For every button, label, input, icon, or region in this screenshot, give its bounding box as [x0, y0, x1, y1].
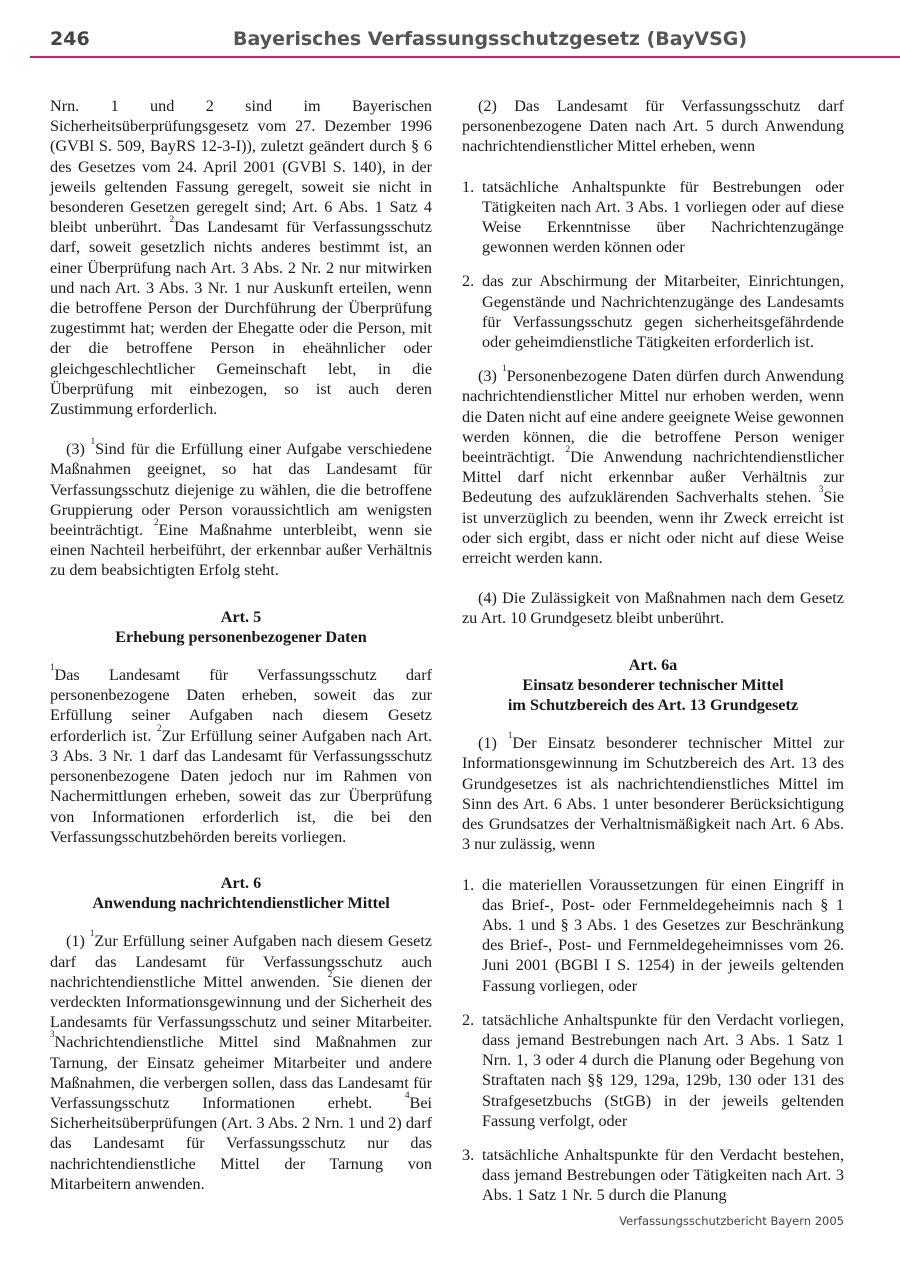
paragraph: (3) $^1$Sind für die Erfüllung einer Aufgabe verschiedene Maßnahmen geeignet, so hat das Landesamt für Verfassungsschutz diejenige zu wählen, die die betroffene Gruppierung oder Person voraussichtlich am wenigsten beeinträchtigt. $^2$Eine Maßnahme unterbleibt, wenn sie einen Nachteil herbeiführt, der erkennbar außer Verhältnis zu dem beabsichtigten Erfolg steht.	[50, 436, 432, 580]
list-item: 1. die materiellen Voraussetzungen für einen Eingriff in das Brief-, Post- oder Fernmeldegeheimnis nach § 1 Abs. 1 und § 3 Abs. 1 des Gesetzes zur Beschränkung des Brief-, Post- und Fernmeldegeheimnisses vom 26. Juni 2001 (BGBl I S. 1254) in der jeweils geltenden Fassung vorliegen, oder	[462, 875, 844, 995]
paragraph: (4) Die Zulässigkeit von Maßnahmen nach dem Gesetz zu Art. 10 Grundgesetz bleibt unberührt.	[462, 589, 844, 628]
section-heading	[50, 873, 432, 913]
article-number: Art. 5	[220, 607, 262, 626]
article-title: im Schutzbereich des Art. 13 Grundgesetz	[507, 696, 799, 715]
right-column	[462, 96, 844, 1220]
left-column	[50, 96, 432, 1214]
article-number: Art. 6	[220, 873, 262, 892]
article-number: Art. 6a	[628, 655, 678, 674]
page-number: 246	[50, 28, 90, 50]
numbered-list	[462, 875, 844, 1206]
paragraph: (1) $^1$Zur Erfüllung seiner Aufgaben nach diesem Gesetz darf das Landesamt für Verfassungsschutz auch nachrichtendienstliche Mittel anwenden. $^2$Sie dienen der verdeckten Informationsgewinnung und der Sicherheit des Landesamts für Verfassungsschutz und seiner Mitarbeiter. $^3$Nachrichtendienstliche Mittel sind Maßnahmen zur Tarnung, der Einsatz geheimer Mitarbeiter und andere Maßnahmen, die verbergen sollen, dass das Landesamt für Verfassungsschutz Informationen erhebt. $^4$Bei Sicherheitsüberprüfungen (Art. 3 Abs. 2 Nrn. 1 und 2) darf das Landesamt für Verfassungsschutz nur das nachrichtendienstliche Mittel der Tarnung von Mitarbeitern anwenden.	[50, 928, 432, 1193]
list-item: 3. tatsächliche Anhaltspunkte für den Verdacht bestehen, dass jemand Bestrebungen oder Tätigkeiten nach Art. 3 Abs. 1 Satz 1 Nr. 5 durch die Planung	[462, 1145, 844, 1205]
running-title: Bayerisches Verfassungsschutzgesetz (BayVSG)	[233, 28, 748, 50]
page-footer: Verfassungsschutzbericht Bayern 2005	[619, 1214, 844, 1228]
article-title: Einsatz besonderer technischer Mittel	[522, 675, 784, 694]
section-heading	[50, 607, 432, 647]
paragraph: $^1$Das Landesamt für Verfassungsschutz darf personenbezogene Daten erheben, soweit das zur Erfüllung seiner Aufgaben nach diesem Gesetz erforderlich ist. $^2$Zur Erfüllung seiner Aufgaben nach Art. 3 Abs. 3 Nr. 1 darf das Landesamt für Verfassungsschutz personenbezogene Daten jedoch nur im Rahmen von Nachermittlungen erheben, soweit das zur Überprüfung von Informationen erforderlich ist, die bei den Verfassungsschutzbehörden bereits vorliegen.	[50, 662, 432, 846]
section-heading	[462, 655, 844, 716]
page-header	[0, 18, 900, 58]
paragraph: (3) $^1$Personenbezogene Daten dürfen durch Anwendung nachrichtendienstlicher Mittel nur erhoben werden, wenn die Daten nicht auf eine andere geeignete Weise gewonnen werden können, die die betroffene Person weniger beeinträchtigt. $^2$Die Anwendung nachrichtendienstlicher Mittel darf nicht erkennbar außer Verhältnis zur Bedeutung des aufzuklärenden Sachverhalts stehen. $^3$Sie ist unverzüglich zu beenden, wenn ihr Zweck erreicht ist oder sich ergibt, dass er nicht oder nicht auf diese Weise erreicht werden kann.	[462, 363, 844, 568]
article-title: Erhebung personenbezogener Daten	[115, 627, 367, 646]
header-rule	[30, 56, 900, 58]
numbered-list	[462, 177, 844, 353]
list-item: 2. das zur Abschirmung der Mitarbeiter, Einrichtungen, Gegenstände und Nachrichtenzugänge des Landesamts für Verfassungsschutz gegen sicherheitsgefährdende oder geheimdienstliche Tätigkeiten erforderlich ist.	[462, 272, 844, 352]
paragraph: (1) $^1$Der Einsatz besonderer technischer Mittel zur Informationsgewinnung im Schutzbereich des Art. 13 des Grundgesetzes ist als nachrichtendienstliches Mittel im Sinn des Art. 6 Abs. 1 unter besonderer Berücksichtigung des Grundsatzes der Verhaltnismäßigkeit nach Art. 6 Abs. 3 nur zulässig, wenn	[462, 730, 844, 854]
list-item: 2. tatsächliche Anhaltspunkte für den Verdacht vorliegen, dass jemand Bestrebungen nach Art. 3 Abs. 1 Satz 1 Nrn. 1, 3 oder 4 durch die Planung oder Begehung von Straftaten nach §§ 129, 129a, 129b, 130 oder 131 des Strafgesetzbuchs (StGB) in der jeweils geltenden Fassung verfolgt, oder	[462, 1010, 844, 1130]
paragraph: (2) Das Landesamt für Verfassungsschutz darf personenbezogene Daten nach Art. 5 durch Anwendung nachrichtendienstlicher Mittel erheben, wenn	[462, 97, 844, 156]
list-item: 1. tatsächliche Anhaltspunkte für Bestrebungen oder Tätigkeiten nach Art. 3 Abs. 1 vorliegen oder auf diese Weise Erkenntnisse über Nachrichtenzugänge gewonnen werden können oder	[462, 177, 844, 257]
paragraph: Nrn. 1 und 2 sind im Bayerischen Sicherheitsüberprüfungsgesetz vom 27. Dezember 1996 (GVBl S. 509, BayRS 12-3-I)), zuletzt geändert durch § 6 des Gesetzes vom 24. April 2001 (GVBl S. 140), in der jeweils geltenden Fassung geregelt, soweit sie nicht in besonderen Gesetzen geregelt sind; Art. 6 Abs. 1 Satz 4 bleibt unberührt. $^2$Das Landesamt für Verfassungsschutz darf, soweit gesetzlich nichts anderes bestimmt ist, an einer Überprüfung nach Art. 3 Abs. 2 Nr. 2 nur mitwirken und nach Art. 3 Abs. 3 Nr. 1 nur Auskunft erteilen, wenn die betroffene Person der Durchführung der Überprüfung zugestimmt hat; werden der Ehegatte oder die Person, mit der die betroffene Person in eheähnlicher oder gleichgeschlechtlicher Gemeinschaft lebt, in die Überprüfung mit einbezogen, so ist auch deren Zustimmung erforderlich.	[50, 97, 432, 419]
article-title: Anwendung nachrichtendienstlicher Mittel	[92, 894, 390, 913]
